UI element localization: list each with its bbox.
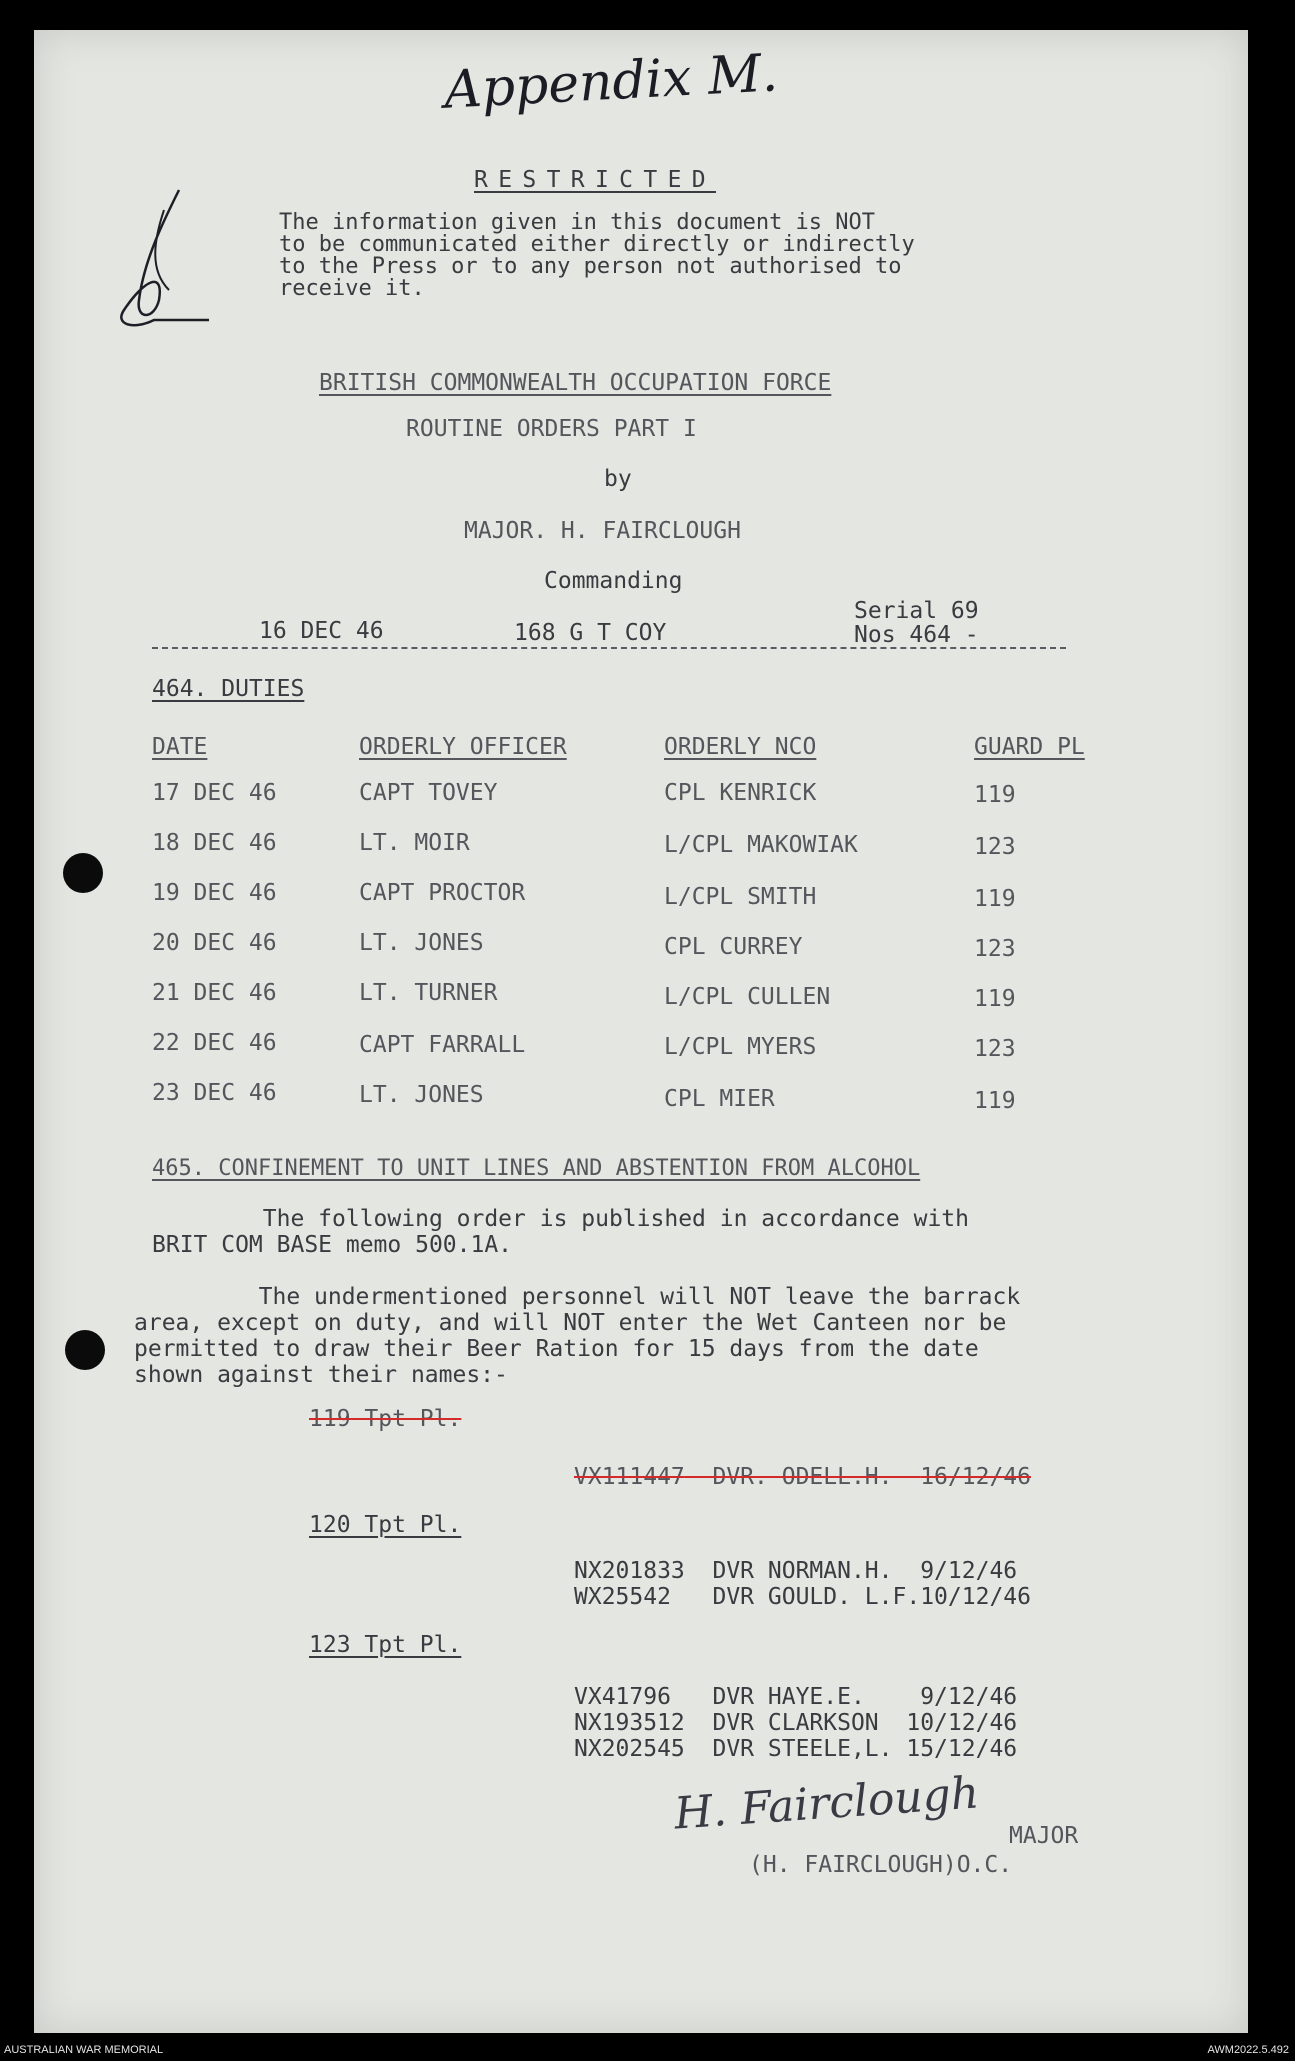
rank-name: DVR NORMAN.H. <box>712 1558 893 1584</box>
para-line: permitted to draw their Beer Ration for 15 days from the date <box>134 1336 979 1362</box>
duty-nco: L/CPL CULLEN <box>664 984 831 1010</box>
duty-date: 23 DEC 46 <box>152 1080 277 1106</box>
header-divider <box>152 647 1066 649</box>
platoon-heading: 119 Tpt Pl. <box>309 1406 462 1432</box>
duty-officer: LT. JONES <box>359 930 484 956</box>
handwritten-heading: Appendix M. <box>442 43 780 121</box>
para-text: The following order is published in accordance with <box>262 1206 969 1232</box>
service-number: NX201833 <box>574 1558 685 1584</box>
personnel-entry <box>574 1560 1017 1583</box>
duty-date: 17 DEC 46 <box>152 780 277 806</box>
platoon-heading: 120 Tpt Pl. <box>309 1512 462 1538</box>
order-numbers: Nos 464 - <box>854 622 979 648</box>
initials-scribble <box>84 180 214 340</box>
by-text: by <box>604 466 632 492</box>
duties-heading: 464. DUTIES <box>152 676 305 702</box>
entry-date: 10/12/46 <box>906 1710 1018 1736</box>
signature-rank: MAJOR <box>1009 1823 1079 1849</box>
signature-name: (H. FAIRCLOUGH)O.C. <box>749 1852 1013 1878</box>
duty-guard: 119 <box>974 986 1016 1012</box>
para-line: BRIT COM BASE memo 500.1A. <box>152 1232 513 1258</box>
footer-archive-name: AUSTRALIAN WAR MEMORIAL <box>4 2044 164 2056</box>
handwritten-signature: H. Fairclough <box>672 1767 981 1840</box>
duty-guard: 119 <box>974 1088 1016 1114</box>
rank-name: DVR GOULD. L.F. <box>712 1584 921 1610</box>
classification-heading: RESTRICTED <box>474 167 716 193</box>
entry-date: 15/12/46 <box>906 1736 1018 1762</box>
commanding-text: Commanding <box>544 568 683 594</box>
duty-nco: L/CPL MAKOWIAK <box>664 832 858 858</box>
confinement-heading: 465. CONFINEMENT TO UNIT LINES AND ABSTENTION FROM ALCOHOL <box>152 1156 921 1181</box>
service-number: NX202545 <box>574 1736 685 1762</box>
para-line <box>152 1206 969 1232</box>
duty-guard: 119 <box>974 782 1016 808</box>
para-line <box>134 1284 1020 1310</box>
entry-date: 16/12/46 <box>920 1464 1031 1490</box>
duty-officer: CAPT PROCTOR <box>359 880 526 906</box>
duty-guard: 119 <box>974 886 1016 912</box>
duty-nco: CPL CURREY <box>664 934 803 960</box>
personnel-entry <box>574 1712 1017 1735</box>
personnel-entry <box>574 1738 1017 1761</box>
duty-guard: 123 <box>974 1036 1016 1062</box>
col-orderly-nco: ORDERLY NCO <box>664 734 817 760</box>
notice-line: to be communicated either directly or indirectly <box>279 232 915 257</box>
col-guard-pl: GUARD PL <box>974 734 1085 760</box>
document-page <box>34 30 1248 2033</box>
personnel-entry <box>574 1586 1031 1609</box>
personnel-entry <box>574 1686 1017 1709</box>
orders-title: ROUTINE ORDERS PART I <box>406 416 697 442</box>
duty-officer: LT. TURNER <box>359 980 498 1006</box>
commander-name: MAJOR. H. FAIRCLOUGH <box>464 518 741 544</box>
rank-name: DVR STEELE,L. <box>712 1736 893 1762</box>
col-date: DATE <box>152 734 208 760</box>
duty-officer: LT. JONES <box>359 1082 484 1108</box>
entry-date: 9/12/46 <box>920 1684 1018 1710</box>
service-number: VX41796 <box>574 1684 671 1710</box>
platoon-heading: 123 Tpt Pl. <box>309 1632 462 1658</box>
rank-name: DVR CLARKSON <box>712 1710 879 1736</box>
force-title: BRITISH COMMONWEALTH OCCUPATION FORCE <box>319 370 832 396</box>
para-line: shown against their names:- <box>134 1362 508 1388</box>
duty-date: 20 DEC 46 <box>152 930 277 956</box>
duty-officer: LT. MOIR <box>359 830 470 856</box>
service-number: WX25542 <box>574 1584 671 1610</box>
duty-nco: CPL KENRICK <box>664 780 817 806</box>
punch-hole <box>65 1330 105 1370</box>
duty-guard: 123 <box>974 834 1016 860</box>
service-number: VX111447 <box>574 1464 685 1490</box>
duty-nco: CPL MIER <box>664 1086 775 1112</box>
entry-date: 10/12/46 <box>920 1584 1031 1610</box>
rank-name: DVR. ODELL.H. <box>712 1464 893 1490</box>
footer-archive-id: AWM2022.5.492 <box>1207 2044 1289 2056</box>
duty-guard: 123 <box>974 936 1016 962</box>
duty-nco: L/CPL MYERS <box>664 1034 817 1060</box>
rank-name: DVR HAYE.E. <box>712 1684 865 1710</box>
para-text: The undermentioned personnel will NOT leave the barrack <box>258 1284 1021 1310</box>
confinement-para1 <box>152 1206 969 1258</box>
punch-hole <box>63 853 103 893</box>
notice-line: The information given in this document is NOT <box>279 210 876 235</box>
col-orderly-officer: ORDERLY OFFICER <box>359 734 567 760</box>
para-line: area, except on duty, and will NOT enter the Wet Canteen nor be <box>134 1310 1007 1336</box>
duty-officer: CAPT TOVEY <box>359 780 498 806</box>
notice-line: receive it. <box>279 276 425 301</box>
restriction-notice <box>279 212 915 300</box>
confinement-para2 <box>134 1284 1020 1388</box>
order-date: 16 DEC 46 <box>259 618 384 644</box>
entry-date: 9/12/46 <box>920 1558 1018 1584</box>
duty-nco: L/CPL SMITH <box>664 884 817 910</box>
duty-date: 19 DEC 46 <box>152 880 277 906</box>
unit-name: 168 G T COY <box>514 620 667 646</box>
serial-number: Serial 69 <box>854 598 979 624</box>
duty-officer: CAPT FARRALL <box>359 1032 526 1058</box>
service-number: NX193512 <box>574 1710 685 1736</box>
duty-date: 18 DEC 46 <box>152 830 277 856</box>
personnel-entry <box>574 1466 1031 1489</box>
duty-date: 21 DEC 46 <box>152 980 277 1006</box>
duty-date: 22 DEC 46 <box>152 1030 277 1056</box>
notice-line: to the Press or to any person not authorised to <box>279 254 902 279</box>
